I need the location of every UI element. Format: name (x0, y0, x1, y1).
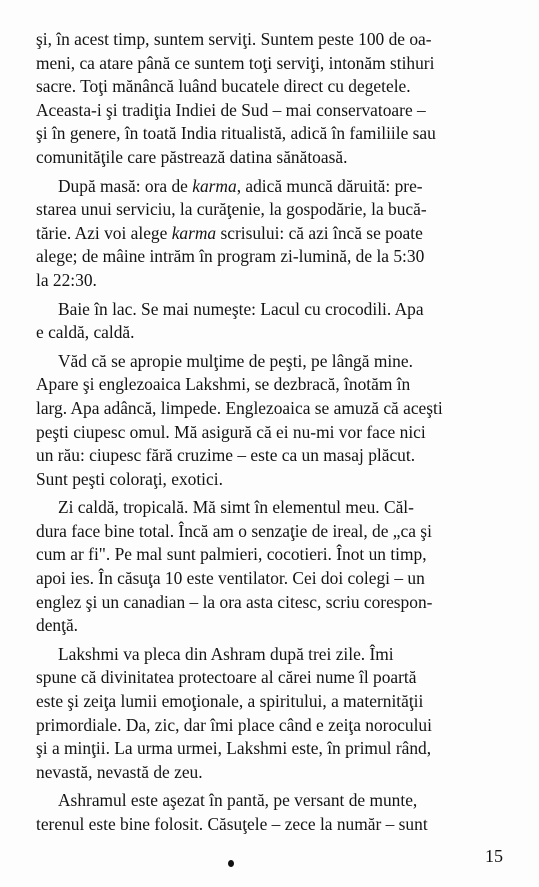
body-text (36, 28, 503, 842)
text-line: la 22:30. (36, 269, 97, 290)
text-line: Aceasta-i şi tradiţia Indiei de Sud – mai conservatoare – (36, 99, 426, 120)
footer-bullet (228, 860, 234, 867)
text-line: Sunt peşti coloraţi, exotici. (36, 468, 223, 489)
text-line: Zi caldă, tropicală. Mă simt în elementul meu. Căl- (58, 497, 414, 518)
paragraph (36, 175, 503, 293)
text-line: După masă: ora de karma, adică muncă dăruită: pre- (58, 175, 423, 196)
text-line: apoi ies. În căsuţa 10 este ventilator. Cei doi colegi – un (36, 568, 425, 589)
text-line: cum ar fi". Pe mal sunt palmieri, cocotieri. Înot un timp, (36, 544, 427, 565)
text-line: şi, în acest timp, suntem serviţi. Suntem peste 100 de oa- (36, 29, 432, 49)
text-line: starea unui serviciu, la curăţenie, la gospodărie, la bucă- (36, 199, 427, 220)
text-line: alege; de mâine intrăm în program zi-lumină, de la 5:30 (36, 246, 425, 267)
text-line: şi în genere, în toată India ritualistă, adică în familiile sau (36, 123, 436, 144)
page-footer (0, 846, 539, 874)
text-line: englez şi un canadian – la ora asta citesc, scriu corespon- (36, 591, 433, 612)
text-line: Ashramul este aşezat în pantă, pe versant de munte, (58, 790, 418, 811)
text-line: meni, ca atare până ce suntem toţi serviţi, intonăm stihuri (36, 52, 435, 73)
text-line: larg. Apa adâncă, limpede. Englezoaica se amuză că aceşti (36, 397, 443, 418)
text-line: Baie în lac. Se mai numeşte: Lacul cu crocodili. Apa (58, 298, 424, 319)
paragraph (36, 28, 503, 170)
text-line: terenul este bine folosit. Căsuţele – zece la număr – sunt (36, 814, 428, 834)
page-number: 15 (485, 846, 503, 866)
paragraph (36, 643, 503, 785)
text-line: spune că divinitatea protectoare al cărei nume îl poartă (36, 667, 417, 688)
paragraph (36, 496, 503, 638)
text-line: sacre. Toţi mănâncă luând bucatele direct cu degetele. (36, 76, 411, 97)
text-line: tărie. Azi voi alege karma scrisului: că azi încă se poate (36, 222, 423, 243)
text-line: primordiale. Da, zic, dar îmi place când e zeiţa norocului (36, 714, 432, 735)
text-line: Lakshmi va pleca din Ashram după trei zile. Îmi (58, 643, 394, 664)
text-line: dura face bine total. Încă am o senzaţie de ireal, de „ca şi (36, 520, 432, 541)
text-line: denţă. (36, 615, 79, 636)
text-line: Apare şi englezoaica Lakshmi, se dezbracă, înotăm în (36, 374, 411, 395)
text-line: e caldă, caldă. (36, 322, 135, 343)
paragraph (36, 789, 503, 836)
text-line: Văd că se apropie mulţime de peşti, pe lângă mine. (58, 350, 413, 371)
text-line: nevastă, nevastă de zeu. (36, 761, 203, 782)
paragraph (36, 350, 503, 492)
text-line: este şi zeiţa lumii emoţionale, a spiritului, a maternităţii (36, 691, 424, 712)
text-line: un rău: ciupesc fără cruzime – este ca un masaj plăcut. (36, 445, 416, 466)
text-line: comunităţile care păstrează datina sănătoasă. (36, 146, 348, 167)
text-line: peşti ciupesc omul. Mă asigură că ei nu-mi vor face nici (36, 421, 426, 442)
paragraph (36, 298, 503, 345)
text-line: şi a minţii. La urma urmei, Lakshmi este, în primul rând, (36, 738, 432, 759)
